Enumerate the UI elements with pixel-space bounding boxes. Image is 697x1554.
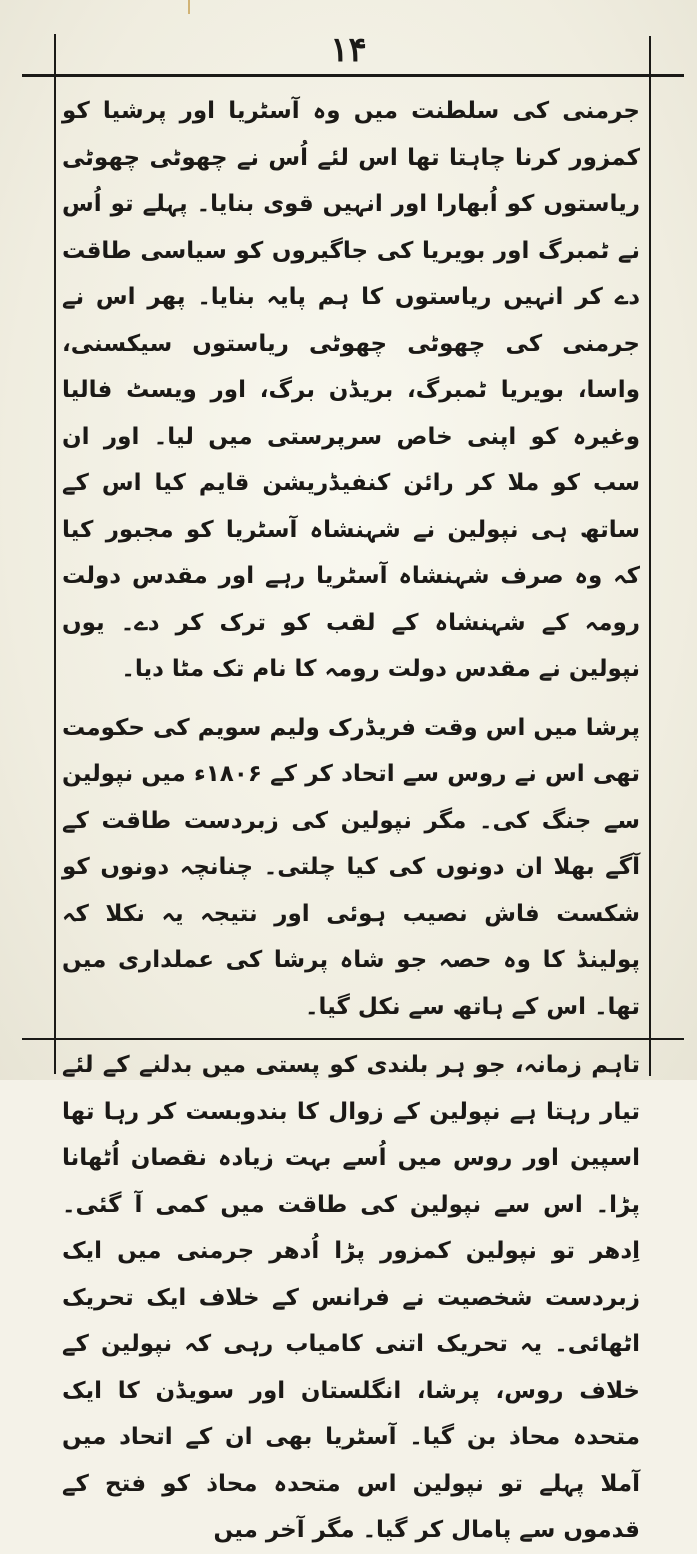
right-rule xyxy=(649,36,651,1076)
page-number: ۱۴ xyxy=(330,30,367,70)
paragraph-2: پرشا میں اس وقت فریڈرک ولیم سویم کی حکومت تھی اس نے روس سے اتحاد کر کے ۱۸۰۶ء میں نپولین سے جنگ کی۔ مگر نپولین کی زبردست طاقت کے آگے بھلا ان دونوں کی کیا چلتی۔ چنانچہ دونوں کو شکست فاش نصیب ہوئی اور نتیجہ یہ نکلا کہ پولینڈ کا وہ حصہ جو شاہ پرشا کی عملداری میں تھا۔ اس کے ہاتھ سے نکل گیا۔ xyxy=(62,714,640,1020)
body-text xyxy=(62,88,640,1543)
bottom-rule xyxy=(22,1038,684,1040)
paragraph-3: تاہم زمانہ، جو ہر بلندی کو پستی میں بدلنے کے لئے تیار رہتا ہے نپولین کے زوال کا بندوبست کر رہا تھا اسپین اور روس میں اُسے بہت زیادہ نقصان اُٹھانا پڑا۔ اس سے نپولین کی طاقت میں کمی آ گئی۔ اِدھر تو نپولین کمزور پڑا اُدھر جرمنی میں ایک زبردست شخصیت نے فرانس کے خلاف ایک تحریک اٹھائی۔ یہ تحریک اتنی کامیاب رہی کہ نپولین کے خلاف روس، پرشا، انگلستان اور سویڈن کا ایک متحدہ محاذ بن گیا۔ آسٹریا بھی ان کے اتحاد میں آملا پہلے تو نپولین اس متحدہ محاذ کو فتح کے قدموں سے پامال کر گیا۔ مگر آخر میں xyxy=(62,1052,640,1543)
paragraph-1: جرمنی کی سلطنت میں وہ آسٹریا اور پرشیا کو کمزور کرنا چاہتا تھا اس لئے اُس نے چھوٹی چھوٹی ریاستوں کو اُبھارا اور انہیں قوی بنایا۔ پہلے تو اُس نے ٹمبرگ اور بویریا کی جاگیروں کو سیاسی طاقت دے کر انہیں ریاستوں کا ہم پایہ بنایا۔ پھر اس نے جرمنی کی چھوٹی چھوٹی ریاستوں سیکسنی، واسا، بویریا ٹمبرگ، بریڈن برگ، اور ویسٹ فالیا وغیرہ کو اپنی خاص سرپرستی میں لیا۔ اور ان سب کو ملا کر رائن کنفیڈریشن قایم کیا اس کے ساتھ ہی نپولین نے شہنشاہ آسٹریا کو مجبور کیا کہ وہ صرف شہنشاہ آسٹریا رہے اور مقدس دولت رومہ کے شہنشاہ کے لقب کو ترک کر دے۔ یوں نپولین نے مقدس دولت رومہ کا نام تک مٹا دیا۔ xyxy=(62,98,640,682)
top-rule xyxy=(22,74,684,77)
stray-ink-mark xyxy=(188,0,190,14)
left-rule xyxy=(54,34,56,1074)
